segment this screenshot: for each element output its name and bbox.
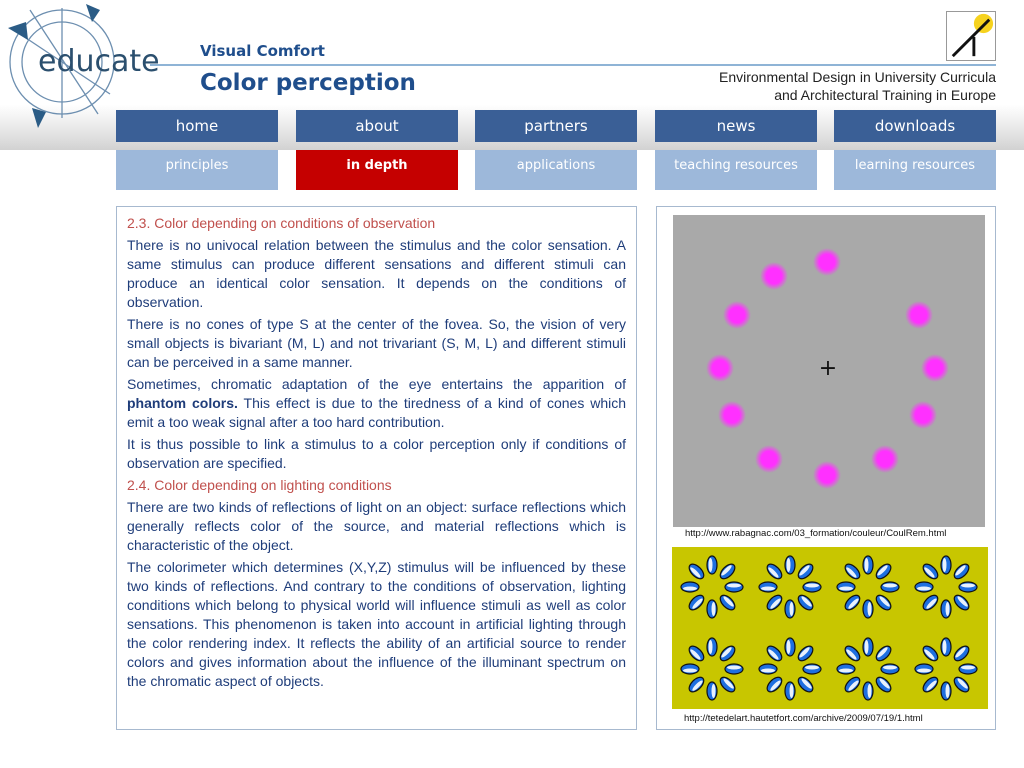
tagline-line-2: and Architectural Training in Europe bbox=[774, 87, 996, 103]
flower-motion-illusion-image bbox=[672, 547, 988, 709]
nav-home[interactable]: home bbox=[116, 110, 278, 142]
page-subtitle: Visual Comfort bbox=[200, 42, 325, 60]
paragraph-fovea: There is no cones of type S at the center of the fovea. So, the vision of very small objects is bivariant (M, L) and not trivariant (S, M, L) and different stimuli can be perceived in a same manner. bbox=[127, 316, 626, 370]
subnav-teaching-resources[interactable]: teaching resources bbox=[655, 150, 817, 190]
project-tagline bbox=[719, 68, 996, 104]
phantom-text-after: This effect is due to the tiredness of a kind of cones which emit a too weak signal after a too hard contribution. bbox=[127, 395, 626, 430]
content-text-panel bbox=[116, 206, 637, 730]
image-caption-1[interactable]: http://www.rabagnac.com/03_formation/couleur/CoulRem.html bbox=[685, 528, 947, 539]
illustration-panel bbox=[656, 206, 996, 730]
header-divider bbox=[150, 64, 996, 66]
tagline-line-1: Environmental Design in University Curricula bbox=[719, 69, 996, 85]
paragraph-conditions: It is thus possible to link a stimulus to a color perception only if conditions of observation are specified. bbox=[127, 436, 626, 471]
paragraph-univocal: There is no univocal relation between the stimulus and the color sensation. A same stimulus can produce different sensations and different stimuli can produce an identical color sensation. It depends on the conditions of observation. bbox=[127, 237, 626, 310]
subnav-principles[interactable]: principles bbox=[116, 150, 278, 190]
page-title: Color perception bbox=[200, 70, 416, 96]
paragraph-phantom-colors bbox=[127, 375, 626, 432]
logo-text: educate bbox=[38, 44, 160, 79]
phantom-color-illusion-image bbox=[673, 215, 985, 527]
subnav-applications[interactable]: applications bbox=[475, 150, 637, 190]
fixation-cross: + bbox=[818, 356, 838, 381]
subnav-in-depth[interactable]: in depth bbox=[296, 150, 458, 190]
section-heading-2-3: 2.3. Color depending on conditions of observation bbox=[127, 215, 436, 231]
phantom-text-before: Sometimes, chromatic adaptation of the eye entertains the apparition of bbox=[127, 376, 626, 392]
nav-partners[interactable]: partners bbox=[475, 110, 637, 142]
partner-logo-icon bbox=[946, 11, 996, 61]
phantom-colors-term: phantom colors. bbox=[127, 395, 238, 411]
subnav-learning-resources[interactable]: learning resources bbox=[834, 150, 996, 190]
nav-news[interactable]: news bbox=[655, 110, 817, 142]
sub-nav bbox=[116, 150, 996, 190]
image-caption-2[interactable]: http://tetedelart.hautetfort.com/archive/2009/07/19/1.html bbox=[684, 713, 923, 724]
section-heading-2-4: 2.4. Color depending on lighting conditions bbox=[127, 477, 392, 493]
paragraph-reflections: There are two kinds of reflections of light on an object: surface reflections which generally reflects color of the source, and material reflections which is characteristic of the object. bbox=[127, 499, 626, 553]
nav-about[interactable]: about bbox=[296, 110, 458, 142]
paragraph-colorimeter: The colorimeter which determines (X,Y,Z) stimulus will be influenced by these two kinds of reflections. And contrary to the conditions of observation, lighting conditions which belong to physical world will influence stimuli as well as color sensations. This phenomenon is taken into account in artificial lighting through the color rendering index. It reflects the ability of an artificial source to render colors and gives information about the influence of the illuminant spectrum on the chromatic aspect of objects. bbox=[127, 559, 626, 689]
nav-downloads[interactable]: downloads bbox=[834, 110, 996, 142]
main-nav bbox=[116, 110, 996, 142]
